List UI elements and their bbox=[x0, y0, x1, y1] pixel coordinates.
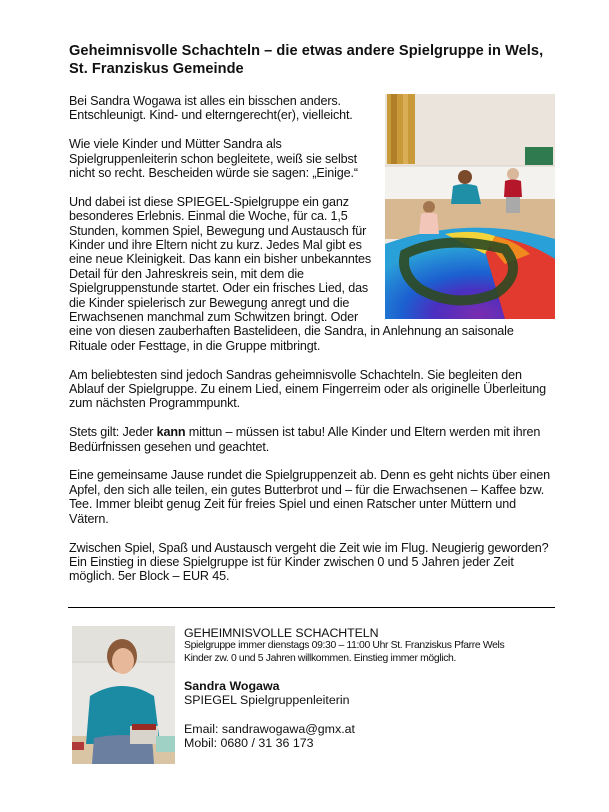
portrait-photo-image bbox=[72, 626, 175, 764]
paragraph-3: Und dabei ist diese SPIEGEL-Spielgruppe ein ganz besonderes Erlebnis. Einmal die Woche, für ca. 1,5 Stunden, kommen Spiel, Bewegung und Austausch für Kinder und ihre Eltern nicht zu kurz. Jedes Mal gibt es eine neue Kleinigkeit. Das kann ein bisher unbekanntes Detail für den Jahreskreis sein, mit dem die Spielgruppenstunde startet. Oder ein frisches Lied, das die Kinder spielerisch zur Bewegung anregt und die Erwachsenen manchmal zum Schwitzen bringt. Oder eine von diesen zauberhaften Bastelideen, die Sandra, in Anlehnung an saisonale Rituale oder Festtage, in die Gruppe mitbringt. bbox=[69, 194, 514, 353]
paragraph-5 bbox=[69, 425, 554, 454]
paragraph-6: Eine gemeinsame Jause rundet die Spielgruppenzeit ab. Denn es geht nichts über einen Apfel, den sich alle teilen, ein gutes Butterbrot und – für die Erwachsenen – Kaffee bzw. Tee. Immer bleibt genug Zeit für freies Spiel und einen Ratscher unter Müttern und Vätern. bbox=[69, 468, 550, 526]
divider bbox=[68, 607, 555, 608]
article-title: Geheimnisvolle Schachteln – die etwas andere Spielgruppe in Wels, St. Franziskus Gemeinde bbox=[69, 43, 544, 77]
rule-text-after: mittun – müssen ist tabu! Alle Kinder und Eltern werden mit ihren Bedürfnissen gesehen und geachtet. bbox=[69, 425, 541, 454]
paragraph-1: Bei Sandra Wogawa ist alles ein bisschen anders. Entschleunigt. Kind- und elterngerecht(er), vielleicht. bbox=[69, 94, 353, 123]
contact-name: Sandra Wogawa bbox=[184, 679, 280, 693]
contact-email: Email: sandrawogawa@gmx.at bbox=[184, 721, 355, 736]
contact-info: Kinder zw. 0 und 5 Jahren willkommen. Einstieg immer möglich. bbox=[184, 652, 457, 664]
contact-role: SPIEGEL Spielgruppenleiterin bbox=[184, 693, 350, 707]
paragraph-2: Wie viele Kinder und Mütter Sandra als Spielgruppenleiterin schon begleitete, weiß sie selbst nicht so recht. Bescheiden würde sie sagen: „Einige.“ bbox=[69, 137, 358, 181]
paragraph-7: Zwischen Spiel, Spaß und Austausch vergeht die Zeit wie im Flug. Neugierig geworden? Ein Einstieg in diese Spielgruppe ist für Kinder zwischen 0 und 5 Jahren jeder Zeit möglich. 5er Block – EUR 45. bbox=[69, 540, 549, 584]
contact-phone: Mobil: 0680 / 31 36 173 bbox=[184, 736, 314, 750]
playgroup-photo bbox=[385, 94, 555, 319]
rule-text-before: Stets gilt: Jeder bbox=[69, 425, 157, 440]
paragraph-4: Am beliebtesten sind jedoch Sandras geheimnisvolle Schachteln. Sie begleiten den Ablauf der Spielgruppe. Zu einem Lied, einem Fingerreim oder als originelle Überleitung zum nächsten Programmpunkt. bbox=[69, 367, 546, 411]
article-body bbox=[69, 94, 554, 598]
portrait-photo bbox=[72, 626, 175, 764]
contact-schedule: Spielgruppe immer dienstags 09:30 – 11:00 Uhr St. Franziskus Pfarre Wels bbox=[184, 640, 505, 651]
contact-heading: GEHEIMNISVOLLE SCHACHTELN bbox=[184, 626, 379, 640]
rule-text-bold: kann bbox=[156, 425, 186, 440]
playgroup-photo-image bbox=[385, 94, 555, 319]
contact-box bbox=[184, 626, 564, 751]
